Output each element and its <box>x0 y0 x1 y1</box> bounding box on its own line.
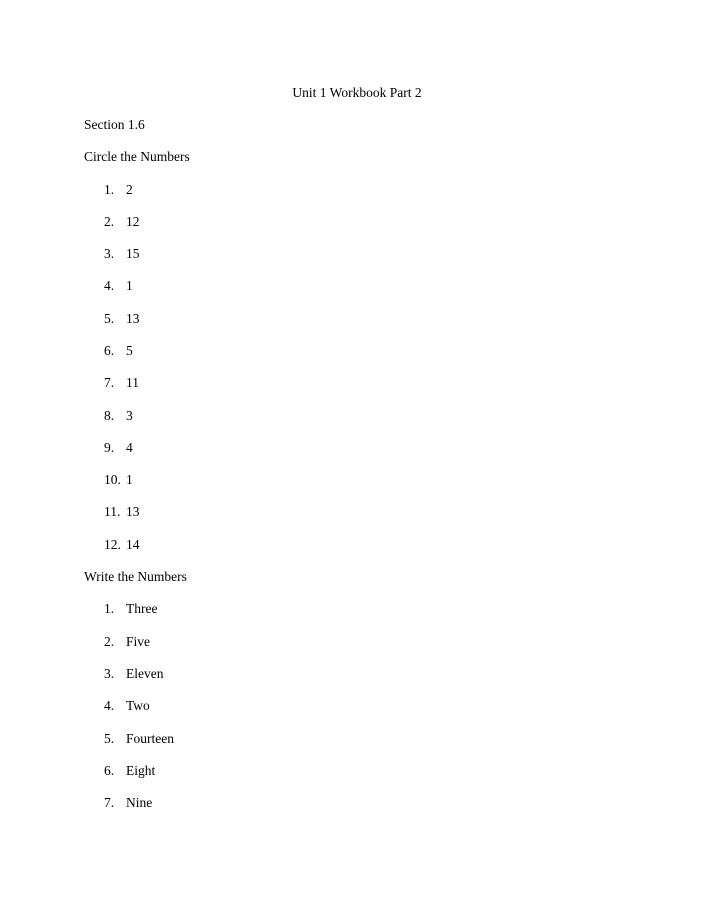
list-item-number: 4. <box>104 278 115 293</box>
list-item-text: Eight <box>126 763 156 778</box>
list-item <box>104 665 163 683</box>
list-item-number: 6. <box>104 763 115 778</box>
section-heading: Section 1.6 <box>84 117 145 132</box>
list-item-number: 3. <box>104 666 115 681</box>
list-item-number: 12. <box>104 537 121 552</box>
list-item-number: 7. <box>104 795 115 810</box>
list-item-text: Eleven <box>126 666 164 681</box>
list-item-text: 5 <box>126 343 133 358</box>
list-item-number: 4. <box>104 698 115 713</box>
list-item-text: Five <box>126 634 151 649</box>
list-item-number: 10. <box>104 472 121 487</box>
list-item-text: 11 <box>126 375 139 390</box>
list-item-text: 1 <box>126 472 133 487</box>
list-item-number: 8. <box>104 408 115 423</box>
list-item <box>104 342 133 360</box>
list-item-text: Nine <box>126 795 153 810</box>
list-item <box>104 245 140 263</box>
list-item <box>104 794 152 812</box>
list-item-text: Three <box>126 601 158 616</box>
list-item-number: 2. <box>104 634 115 649</box>
document-title: Unit 1 Workbook Part 2 <box>292 85 422 100</box>
list-item <box>104 600 157 618</box>
list-item-number: 7. <box>104 375 115 390</box>
list-item <box>104 407 133 425</box>
list-item <box>104 374 139 392</box>
list-item-text: Two <box>126 698 150 713</box>
list-item-text: 12 <box>126 214 140 229</box>
list-item-text: 13 <box>126 504 140 519</box>
list-item <box>104 697 150 715</box>
list-item <box>104 277 133 295</box>
list-item-number: 1. <box>104 182 115 197</box>
list-item <box>104 471 133 489</box>
list-item-number: 11. <box>104 504 121 519</box>
list-item-text: 4 <box>126 440 133 455</box>
list-item <box>104 310 140 328</box>
circle-numbers-heading: Circle the Numbers <box>84 149 190 164</box>
list-item-text: 13 <box>126 311 140 326</box>
list-item-number: 9. <box>104 440 115 455</box>
list-item-text: Fourteen <box>126 731 174 746</box>
list-item-number: 1. <box>104 601 115 616</box>
list-item-text: 1 <box>126 278 133 293</box>
list-item-text: 14 <box>126 537 140 552</box>
list-item-number: 3. <box>104 246 115 261</box>
list-item-number: 5. <box>104 311 115 326</box>
list-item <box>104 633 150 651</box>
list-item-text: 2 <box>126 182 133 197</box>
write-numbers-heading: Write the Numbers <box>84 569 187 584</box>
list-item <box>104 439 133 457</box>
list-item <box>104 536 140 554</box>
list-item-text: 3 <box>126 408 133 423</box>
list-item-number: 2. <box>104 214 115 229</box>
list-item-number: 5. <box>104 731 115 746</box>
list-item-text: 15 <box>126 246 140 261</box>
list-item <box>104 762 155 780</box>
list-item <box>104 730 174 748</box>
list-item-number: 6. <box>104 343 115 358</box>
list-item <box>104 213 140 231</box>
list-item <box>104 503 140 521</box>
list-item <box>104 181 133 199</box>
